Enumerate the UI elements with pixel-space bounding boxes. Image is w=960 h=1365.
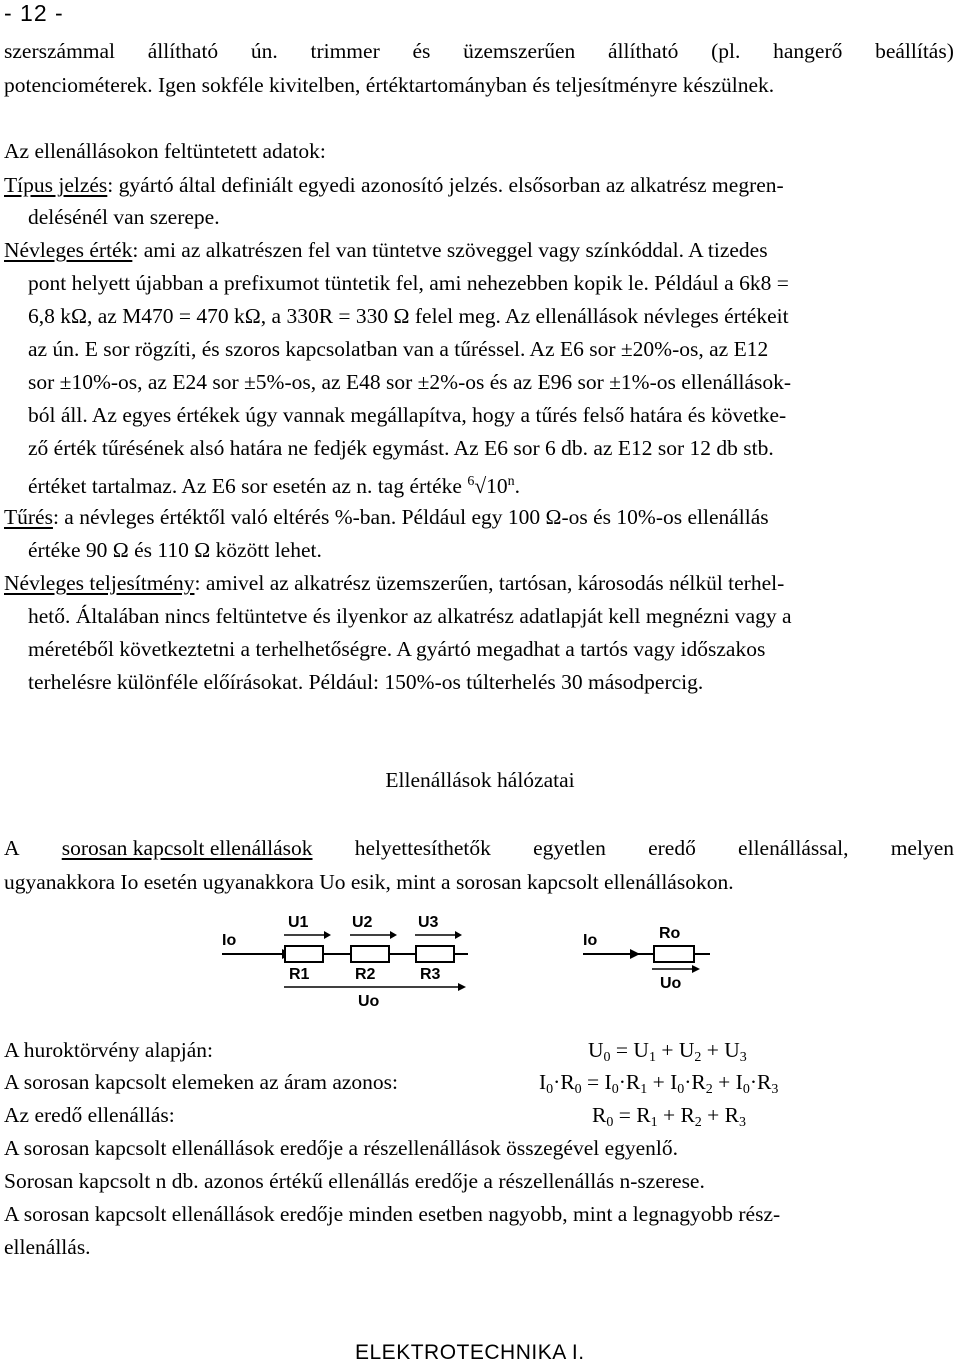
total-voltage-label: Uo (358, 993, 380, 1010)
series-intro-line1: A sorosan kapcsolt ellenállások helyettesíthetők egyetlen eredő ellenállással, melyen (4, 836, 954, 860)
teljesitmeny-line2: hető. Általában nincs feltüntetve és ilyenkor az alkatrész adatlapját kell megnézni vagy a (28, 604, 792, 628)
current-equation: $I_0\cdot R_0 = I_0\cdot R_1 + I_0\cdot R_2 + I_0\cdot R_3$ (539, 1070, 779, 1097)
resistor-ro (654, 946, 694, 962)
resistance-label: Az eredő ellenállás: (4, 1103, 175, 1127)
voltage-arrowhead-u1 (324, 931, 331, 939)
series-circuit-diagram (0, 900, 960, 1020)
tipus-term: Típus jelzés (4, 173, 108, 197)
resistor-r1 (285, 946, 323, 962)
current-arrow-right (630, 949, 640, 959)
tures-line2: értéke 90 Ω és 110 Ω között lehet. (28, 538, 322, 562)
resistor-r3 (416, 946, 454, 962)
voltage-arrowhead-u3 (455, 931, 462, 939)
equation-row-current (4, 1069, 954, 1095)
tures-line1: Tűrés: a névleges értéktől való eltérés %-ban. Például egy 100 Ω-os és 10%-os ellenállás (4, 505, 769, 529)
nevleges-line1: Névleges érték: ami az alkatrészen fel van tüntetve szöveggel vagy színkóddal. A tizedes (4, 238, 768, 262)
teljesitmeny-term: Névleges teljesítmény (4, 571, 195, 595)
section-heading: Ellenállások hálózatai (385, 768, 575, 792)
nevleges-line7: ző érték tűrésének alsó határa ne fedjék egymást. Az E6 sor 6 db. az E12 sor 12 db stb. (28, 436, 774, 460)
page-number: - 12 - (4, 0, 64, 26)
nevleges-line2: pont helyett újabban a prefixumot tüntetik fel, ami nehezebben kopik le. Például a 6k8 = (28, 271, 789, 295)
voltage-label-u3: U3 (418, 914, 439, 931)
loop-law-label: A huroktörvény alapján: (4, 1038, 213, 1062)
nevleges-line6: ból áll. Az egyes értékek úgy vannak megállapítva, hogy a tűrés felső határa és követke- (28, 403, 787, 427)
series-term: sorosan kapcsolt ellenállások (61, 836, 313, 860)
right-current-label: Io (583, 932, 598, 949)
series-intro-line2: ugyanakkora Io esetén ugyanakkora Uo esik, mint a sorosan kapcsolt ellenállásokon. (4, 870, 734, 894)
voltage-label-u2: U2 (352, 914, 373, 931)
voltage-arrowhead-u2 (390, 931, 397, 939)
footer: ELEKTROTECHNIKA I. (355, 1341, 585, 1364)
nevleges-line5: sor ±10%-os, az E24 sor ±5%-os, az E48 sor ±2%-os és az E96 sor ±1%-os ellenállások- (28, 370, 792, 394)
equation-row-loop (4, 1037, 954, 1063)
left-current-label: Io (222, 932, 237, 949)
resistor-label-r1: R1 (289, 966, 310, 983)
para1-line1: szerszámmal állítható ún. trimmer és üzemszerűen állítható (pl. hangerő beállítás) (4, 39, 954, 63)
nevleges-line8: értéket tartalmaz. Az E6 sor esetén az n. tag értéke $^6$√10$^n$. (28, 474, 521, 498)
para1-line2: potenciométerek. Igen sokféle kivitelben, értéktartományban és teljesítményre készülnek. (4, 73, 775, 97)
teljesitmeny-line3: méretéből következtetni a terhelhetőségre. A gyártó megadhat a tartós vagy időszakos (28, 637, 766, 661)
resistor-label-ro: Ro (659, 925, 681, 942)
total-voltage-arrowhead (458, 983, 466, 991)
resistance-equation: $R_0 = R_1 + R_2 + R_3$ (592, 1103, 746, 1130)
current-label: A sorosan kapcsolt elemeken az áram azonos: (4, 1070, 399, 1094)
voltage-label-u1: U1 (288, 914, 309, 931)
eq-voltage-label: Uo (660, 975, 682, 992)
data-intro: Az ellenállásokon feltüntetett adatok: (4, 139, 326, 163)
equivalent-circuit (583, 925, 710, 992)
eq-voltage-arrowhead (692, 965, 700, 973)
loop-law-equation: $U_0 = U_1 + U_2 + U_3$ (588, 1038, 747, 1065)
conclusion-line4: ellenállás. (4, 1235, 91, 1259)
resistor-label-r2: R2 (355, 966, 376, 983)
equation-row-resistance (4, 1102, 954, 1128)
series-circuit (222, 914, 468, 1010)
nevleges-term: Névleges érték (4, 238, 133, 262)
conclusion-line1: A sorosan kapcsolt ellenállások eredője a részellenállások összegével egyenlő. (4, 1136, 679, 1160)
nevleges-line4: az ún. E sor rögzíti, és szoros kapcsolatban van a tűréssel. Az E6 sor ±20%-os, az E12 (28, 337, 769, 361)
conclusion-line3: A sorosan kapcsolt ellenállások eredője minden esetben nagyobb, mint a legnagyobb rész- (4, 1202, 781, 1226)
conclusion-line2: Sorosan kapcsolt n db. azonos értékű ellenállás eredője a részellenállás n-szerese. (4, 1169, 705, 1193)
tures-term: Tűrés (4, 505, 53, 529)
tipus-line1: Típus jelzés: gyártó által definiált egyedi azonosító jelzés. elsősorban az alkatrész megren- (4, 173, 784, 197)
tipus-line2: delésénél van szerepe. (28, 205, 220, 229)
teljesitmeny-line4: terhelésre különféle előírásokat. Például: 150%-os túlterhelés 30 másodpercig. (28, 670, 704, 694)
resistor-r2 (351, 946, 389, 962)
nevleges-line3: 6,8 kΩ, az M470 = 470 kΩ, a 330R = 330 Ω felel meg. Az ellenállások névleges értékeit (28, 304, 789, 328)
resistor-label-r3: R3 (420, 966, 441, 983)
teljesitmeny-line1: Névleges teljesítmény: amivel az alkatrész üzemszerűen, tartósan, károsodás nélkül terhel- (4, 571, 785, 595)
